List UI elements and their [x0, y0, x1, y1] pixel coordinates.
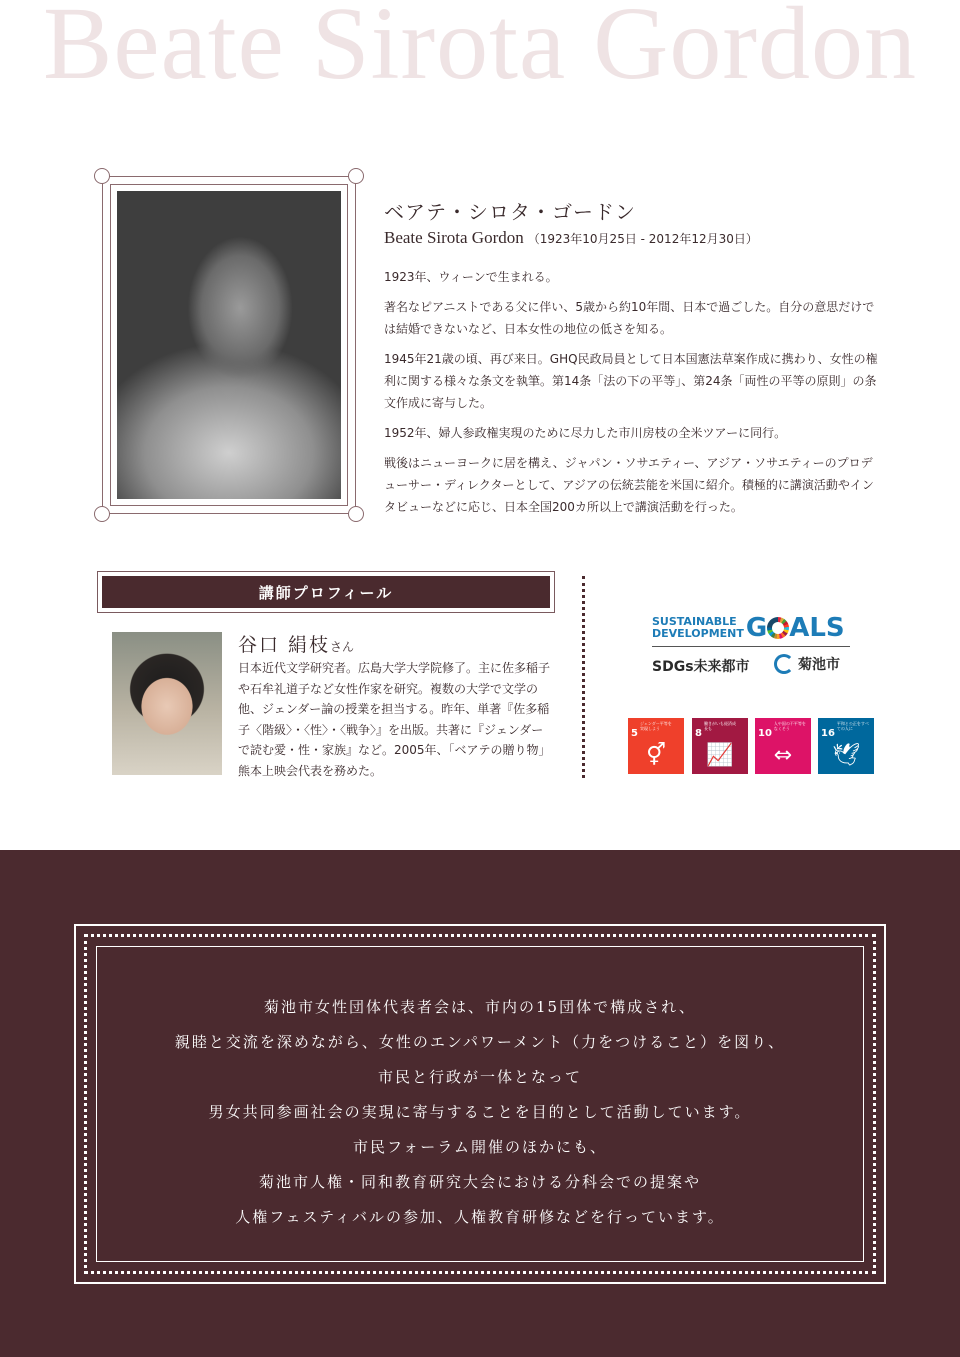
kikuchi-city-logo: 菊池市: [774, 654, 840, 674]
beate-biography: [384, 266, 884, 526]
kikuchi-emblem-icon: [774, 654, 794, 674]
mission-line: 市民と行政が一体となって: [377, 1068, 582, 1086]
mission-line: 男女共同参画社会の実現に寄与することを目的として活動しています。: [208, 1103, 752, 1121]
bio-paragraph: 1952年、婦人参政権実現のために尽力した市川房枝の全米ツアーに同行。: [384, 426, 787, 440]
mission-line: 菊池市人権・同和教育研究大会における分科会での提案や: [258, 1173, 701, 1191]
dotted-divider: [582, 576, 585, 778]
frame-corner-ornament: [94, 168, 110, 184]
growth-chart-icon: 📈: [706, 743, 734, 768]
sdg-goal-16: 16平和と公正をすべての人に 🕊: [818, 718, 874, 774]
sdg-goal-8: 8働きがいも経済成長も 📈: [692, 718, 748, 774]
mission-line: 菊池市女性団体代表者会は、市内の15団体で構成され、: [264, 998, 696, 1016]
sdgs-city-label: SDGs未来都市: [652, 659, 750, 675]
lecturer-section-banner: [102, 576, 550, 608]
sdgs-divider: [652, 646, 850, 647]
lecturer-honorific: さん: [330, 640, 355, 654]
frame-corner-ornament: [348, 168, 364, 184]
dove-icon: 🕊: [832, 743, 860, 768]
mission-line: 親睦と交流を深めながら、女性のエンパワーメント（力をつけること）を図り、: [174, 1033, 786, 1051]
portrait-frame: [102, 176, 356, 514]
beate-name-ja: ベアテ・シロタ・ゴードン: [384, 200, 636, 224]
lecturer-biography: 日本近代文学研究者。広島大学大学院修了。主に佐多稲子や石牟礼道子など女性作家を研究。複数の大学で文学の他、ジェンダー論の授業を担当する。昨年、単著『佐多稲子〈階級〉・〈性〉・〈戦争〉』を出版。共著に『ジェンダーで読む愛・性・家族』など。2005年、「ベアテの贈り物」熊本上映会代表を務めた。: [238, 661, 551, 778]
frame-corner-ornament: [94, 506, 110, 522]
sdg-goal-5: 5ジェンダー平等を実現しよう ⚥: [628, 718, 684, 774]
bio-paragraph: 著名なピアニストである父に伴い、5歳から約10年間、日本で過ごした。自分の意思だけでは結婚できないなど、日本女性の地位の低さを知る。: [384, 300, 875, 336]
sdgs-logo: [652, 613, 845, 643]
bio-paragraph: 戦後はニューヨークに居を構え、ジャパン・ソサエティー、アジア・ソサエティーのプロデューサー・ディレクターとして、アジアの伝統芸能を米国に紹介。積極的に講演活動やインタビューなどに応じ、日本全国200カ所以上で講演活動を行った。: [384, 456, 874, 514]
lecturer-section-title: 講師プロフィール: [258, 584, 394, 602]
lecturer-photo: [112, 632, 222, 775]
title-watermark: Beate Sirota Gordon: [43, 0, 917, 101]
gender-equality-icon: ⚥: [646, 743, 666, 768]
sdg-goal-10: 10人や国の不平等をなくそう ⇔: [755, 718, 811, 774]
beate-portrait-photo: [117, 191, 341, 499]
equality-arrows-icon: ⇔: [773, 743, 793, 768]
sdgs-logo-text: SUSTAINABLE DEVELOPMENT: [652, 615, 744, 640]
frame-corner-ornament: [348, 506, 364, 522]
beate-subtitle: [384, 228, 758, 248]
mission-line: 人権フェスティバルの参加、人権教育研修などを行っています。: [235, 1208, 725, 1226]
beate-name-en: Beate Sirota Gordon: [384, 228, 524, 247]
sdgs-goals-word: G ALS: [745, 613, 845, 643]
mission-section: [0, 850, 960, 1357]
lecturer-name-block: [238, 630, 354, 657]
mission-statement: [96, 990, 864, 1235]
sdgs-wheel-icon: [767, 617, 789, 639]
bio-paragraph: 1923年、ウィーンで生まれる。: [384, 270, 558, 284]
lecturer-name: 谷口 絹枝: [238, 634, 331, 656]
bio-paragraph: 1945年21歳の頃、再び来日。GHQ民政局員として日本国憲法草案作成に携わり、女性の権利に関する様々な条文を執筆。第14条「法の下の平等」、第24条「両性の平等の原則」の条文作成に寄与した。: [384, 352, 878, 410]
beate-dates: （1923年10月25日 - 2012年12月30日）: [527, 232, 758, 246]
mission-line: 市民フォーラム開催のほかにも、: [352, 1138, 608, 1156]
